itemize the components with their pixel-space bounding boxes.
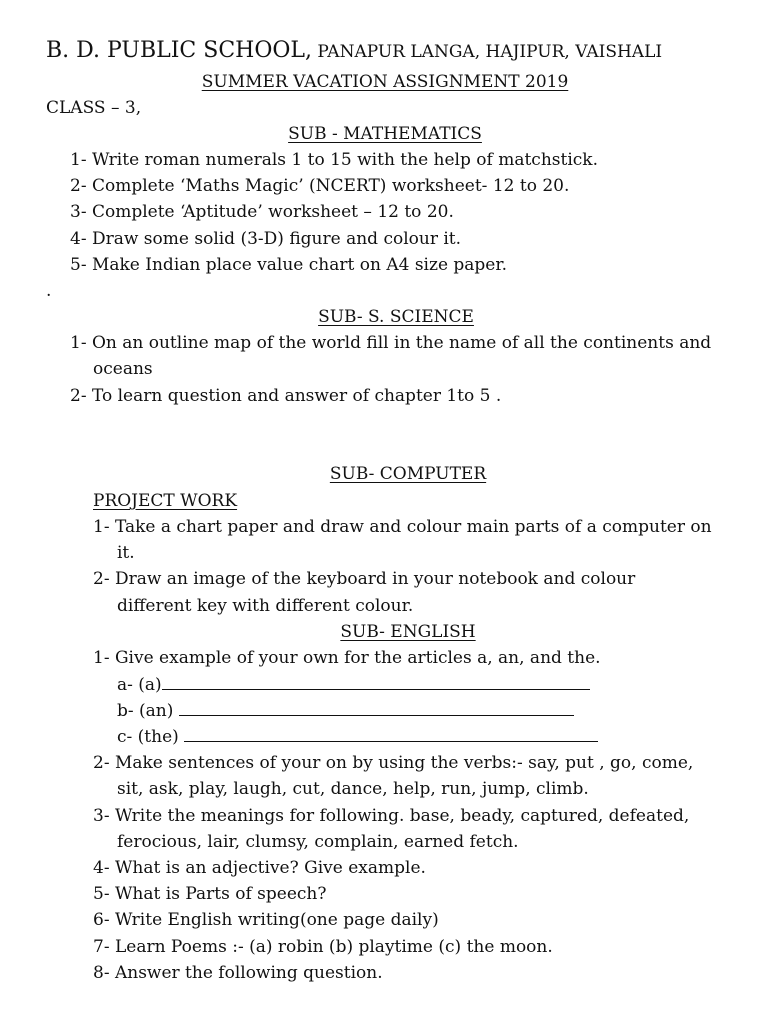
school-header xyxy=(46,38,662,64)
science-item-1-cont: oceans xyxy=(93,359,153,379)
maths-item: 1- Write roman numerals 1 to 15 with the help of matchstick. xyxy=(70,150,598,170)
english-item-6: 6- Write English writing(one page daily) xyxy=(93,910,439,930)
english-item-3: 3- Write the meanings for following. base, beady, captured, defeated, xyxy=(93,806,690,826)
maths-heading: SUB - MATHEMATICS xyxy=(288,124,482,144)
computer-item-2: 2- Draw an image of the keyboard in your notebook and colour xyxy=(93,569,636,589)
english-item-1: 1- Give example of your own for the articles a, an, and the. xyxy=(93,648,601,668)
stray-dot: . xyxy=(46,281,52,301)
english-item-2-cont: sit, ask, play, laugh, cut, dance, help, run, jump, climb. xyxy=(117,779,589,799)
english-heading: SUB- ENGLISH xyxy=(340,622,476,642)
english-sub-c xyxy=(117,727,598,747)
english-item-4: 4- What is an adjective? Give example. xyxy=(93,858,426,878)
english-item-7: 7- Learn Poems :- (a) robin (b) playtime (c) the moon. xyxy=(93,937,553,957)
maths-item: 5- Make Indian place value chart on A4 size paper. xyxy=(70,255,508,275)
computer-heading: SUB- COMPUTER xyxy=(329,464,487,484)
english-item-2: 2- Make sentences of your on by using the verbs:- say, put , go, come, xyxy=(93,753,694,773)
computer-item-2-cont: different key with different colour. xyxy=(117,596,414,616)
answer-blank-b[interactable] xyxy=(179,701,574,716)
assignment-title: SUMMER VACATION ASSIGNMENT 2019 xyxy=(201,72,569,92)
sub-b-label: b- (an) xyxy=(117,701,179,721)
science-heading: SUB- S. SCIENCE xyxy=(318,307,474,327)
computer-item-1-cont: it. xyxy=(117,543,135,563)
project-work-label: PROJECT WORK xyxy=(93,491,238,511)
school-name: B. D. PUBLIC SCHOOL, xyxy=(46,38,313,63)
english-sub-a xyxy=(117,675,590,695)
answer-blank-a[interactable] xyxy=(162,675,590,690)
sub-a-label: a- (a) xyxy=(117,675,162,695)
maths-item: 2- Complete ‘Maths Magic’ (NCERT) worksheet- 12 to 20. xyxy=(70,176,570,196)
english-item-5: 5- What is Parts of speech? xyxy=(93,884,327,904)
class-label: CLASS – 3, xyxy=(46,98,142,118)
science-item-1: 1- On an outline map of the world fill in the name of all the continents and xyxy=(70,333,712,353)
sub-c-label: c- (the) xyxy=(117,727,185,747)
english-item-3-cont: ferocious, lair, clumsy, complain, earned fetch. xyxy=(117,832,519,852)
maths-item: 3- Complete ‘Aptitude’ worksheet – 12 to 20. xyxy=(70,202,454,222)
english-sub-b xyxy=(117,701,574,721)
english-item-8: 8- Answer the following question. xyxy=(93,963,383,983)
science-item-2: 2- To learn question and answer of chapter 1to 5 . xyxy=(70,386,502,406)
answer-blank-c[interactable] xyxy=(184,727,598,742)
maths-item: 4- Draw some solid (3-D) figure and colour it. xyxy=(70,229,462,249)
computer-item-1: 1- Take a chart paper and draw and colour main parts of a computer on xyxy=(93,517,712,537)
school-location: PANAPUR LANGA, HAJIPUR, VAISHALI xyxy=(312,42,663,62)
